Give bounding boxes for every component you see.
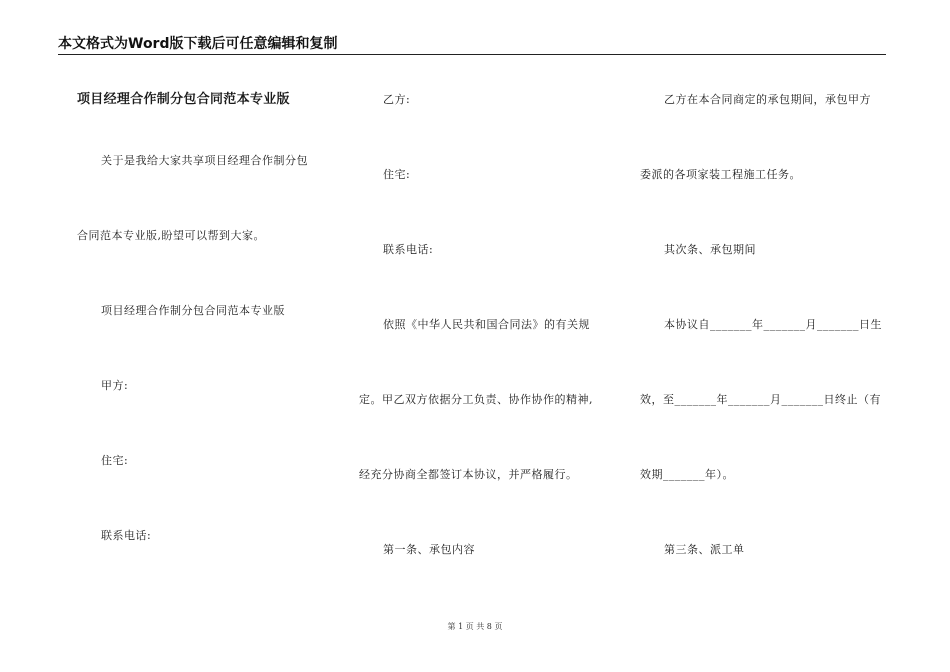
article-2-heading: 其次条、承包期间: [664, 243, 756, 256]
subtitle-line: 项目经理合作制分包合同范本专业版: [101, 304, 285, 317]
document-title: 项目经理合作制分包合同范本专业版: [77, 92, 290, 107]
party-b-label: 乙方:: [383, 93, 411, 106]
intro-line-1: 关于是我给大家共享项目经理合作制分包: [101, 154, 308, 167]
term-line-1: 本协议自_______年_______月_______日生: [664, 318, 882, 331]
party-a-label: 甲方:: [101, 379, 129, 392]
party-a-phone-label: 联系电话:: [101, 529, 152, 542]
contract-basis-line-2: 定。甲乙双方依据分工负责、协作协作的精神,: [359, 393, 593, 406]
page-number-footer: 第 1 页 共 8 页: [447, 622, 503, 631]
party-b-phone-label: 联系电话:: [383, 243, 434, 256]
scope-line-1: 乙方在本合同商定的承包期间，承包甲方: [664, 93, 871, 106]
party-a-address-label: 住宅:: [101, 454, 129, 467]
article-3-heading: 第三条、派工单: [664, 543, 745, 556]
term-line-2: 效，至_______年_______月_______日终止（有: [640, 393, 881, 406]
term-line-3: 效期_______年）。: [640, 468, 734, 481]
contract-basis-line-3: 经充分协商全都签订本协议，并严格履行。: [359, 468, 578, 481]
contract-basis-line-1: 依照《中华人民共和国合同法》的有关规: [383, 318, 590, 331]
intro-line-2: 合同范本专业版,盼望可以帮到大家。: [77, 229, 265, 242]
scope-line-2: 委派的各项家装工程施工任务。: [640, 168, 801, 181]
header-banner-text: 本文格式为Word版下载后可任意编辑和复制: [58, 36, 338, 52]
party-b-address-label: 住宅:: [383, 168, 411, 181]
article-1-heading: 第一条、承包内容: [383, 543, 475, 556]
